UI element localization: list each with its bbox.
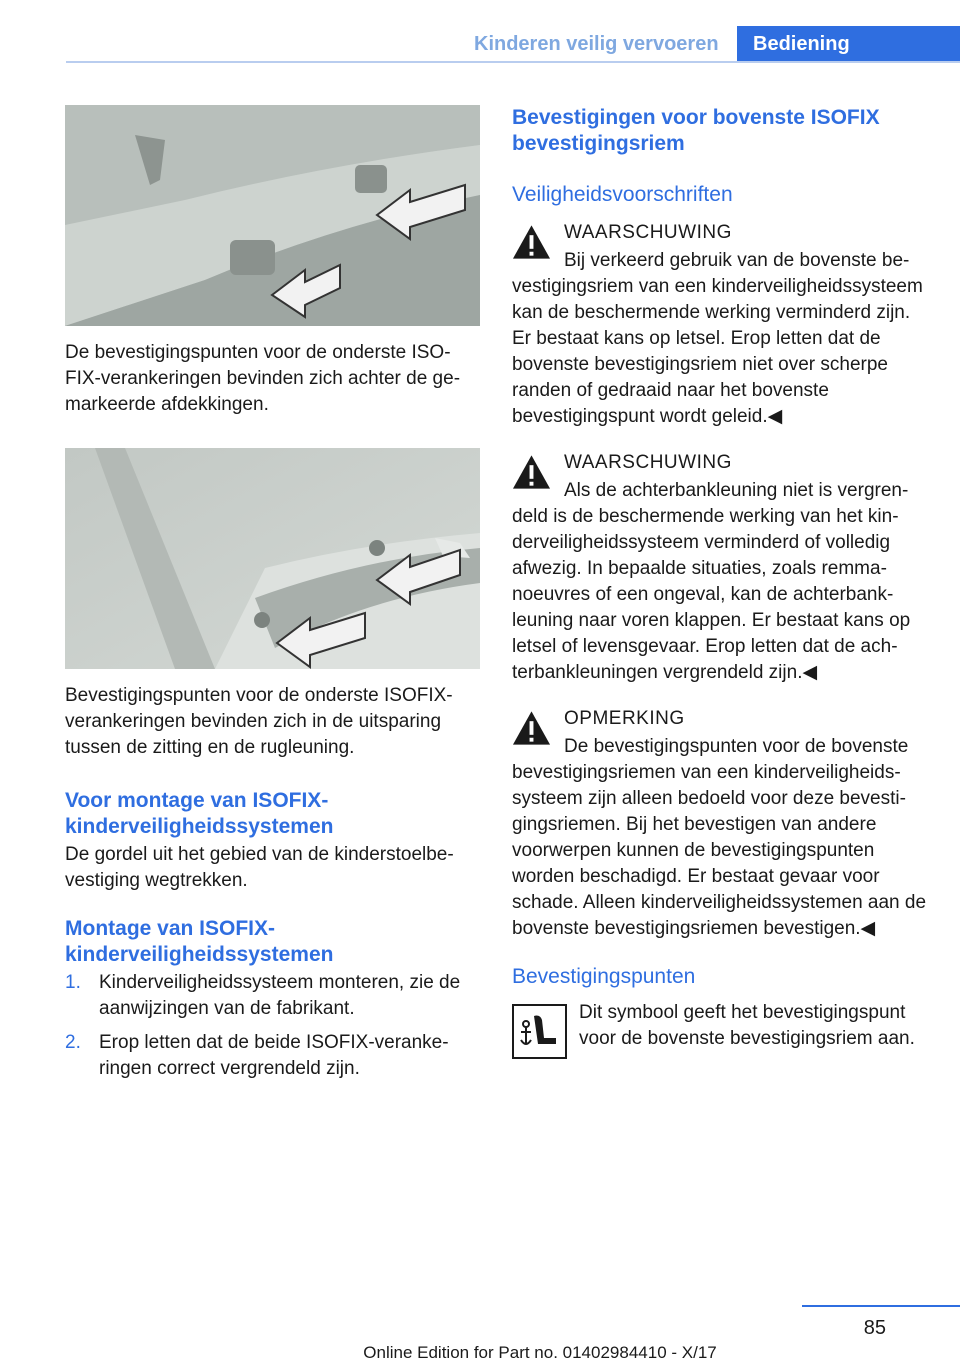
photo-caption-2: Bevestigingspunten voor de onderste ISOFIX-verankeringen bevinden zich in de uitsparing tussen de zitting en de rugleuning. xyxy=(65,685,453,758)
footer-rule xyxy=(802,1305,960,1307)
header-chapter-tab[interactable]: Bediening xyxy=(737,26,960,62)
notice-keyword: OPMERKING xyxy=(564,708,685,729)
warning-triangle-icon xyxy=(512,454,551,490)
right-column xyxy=(512,105,930,1080)
left-column xyxy=(65,105,480,1082)
step-number: 2. xyxy=(65,1032,81,1053)
step-text: Erop letten dat de beide ISOFIX-verankeringen correct vergrendeld zijn. xyxy=(99,1032,449,1079)
heading-top-tether: Bevestigingen voor bovenste ISOFIX bevestigingsriem xyxy=(512,106,880,155)
step-number: 1. xyxy=(65,972,81,993)
warning-triangle-icon xyxy=(512,710,551,746)
symbol-block xyxy=(512,1000,930,1080)
symbol-text: Dit symbool geeft het bevestigingspunt voor de bovenste bevestigingsriem aan. xyxy=(579,1002,915,1049)
heading-preparation: Voor montage van ISOFIX-kinderveiligheidssystemen xyxy=(65,789,334,838)
heading-safety: Veiligheidsvoorschriften xyxy=(512,183,733,206)
top-tether-anchor-icon xyxy=(512,1004,567,1059)
photo-caption-1: De bevestigingspunten voor de onderste ISOFIX-verankeringen bevinden zich achter de gemarkeerde afdekkingen. xyxy=(65,342,461,415)
step-item xyxy=(65,970,480,1022)
page-number: 85 xyxy=(863,1317,886,1339)
seat-photo-1 xyxy=(65,105,480,326)
warning-keyword: WAARSCHUWING xyxy=(564,452,732,473)
warning-block-2 xyxy=(512,450,930,686)
preparation-text: De gordel uit het gebied van de kinderstoelbevestiging wegtrekken. xyxy=(65,844,454,891)
heading-anchor-points: Bevestigingspunten xyxy=(512,965,696,988)
warning-block-1 xyxy=(512,220,930,430)
step-text: Kinderveiligheidssysteem monteren, zie de aanwijzingen van de fabrikant. xyxy=(99,972,461,1019)
heading-installation: Montage van ISOFIX-kinderveiligheidssystemen xyxy=(65,917,334,966)
step-item xyxy=(65,1030,480,1082)
notice-block xyxy=(512,706,930,942)
warning-keyword: WAARSCHUWING xyxy=(564,222,732,243)
installation-steps xyxy=(65,970,480,1082)
warning-text: Als de achterbankleuning niet is vergrendeld is de beschermende werking van het kinderveiligheidssysteem verminderd of volledig afwezig. In bepaalde situaties, zoals remmanoeuvres of een ongeval, kan de achterbankleuning naar voren klappen. Er bestaat kans op letsel of levensgevaar. Erop letten dat de achterbankleuningen vergrendeld zijn.◀ xyxy=(512,480,911,683)
warning-text: Bij verkeerd gebruik van de bovenste bevestigingsriem van een kinderveiligheidssysteem kan de beschermende werking verminderd zijn. Er bestaat kans op letsel. Erop letten dat de bovenste bevestigingsriem niet over scherpe randen of gedraaid naar het bovenste bevestigingspunt wordt geleid.◀ xyxy=(512,250,923,427)
notice-text: De bevestigingspunten voor de bovenste bevestigingsriemen van een kinderveiligheidssysteem zijn alleen bedoeld voor deze bevestigingsriemen. Bij het bevestigen van andere voorwerpen kunnen de bevestigingspunten worden beschadigd. Er bestaat gevaar voor schade. Alleen kinderveiligheidssystemen aan de bovenste bevestigingsriemen bevestigen.◀ xyxy=(512,736,927,939)
footer-edition: Online Edition for Part no. 01402984410 - X/17 xyxy=(363,1343,717,1362)
header-section-title: Kinderen veilig vervoeren xyxy=(474,33,719,55)
warning-triangle-icon xyxy=(512,224,551,260)
seat-photo-2 xyxy=(65,448,480,669)
header-rule xyxy=(66,61,960,63)
